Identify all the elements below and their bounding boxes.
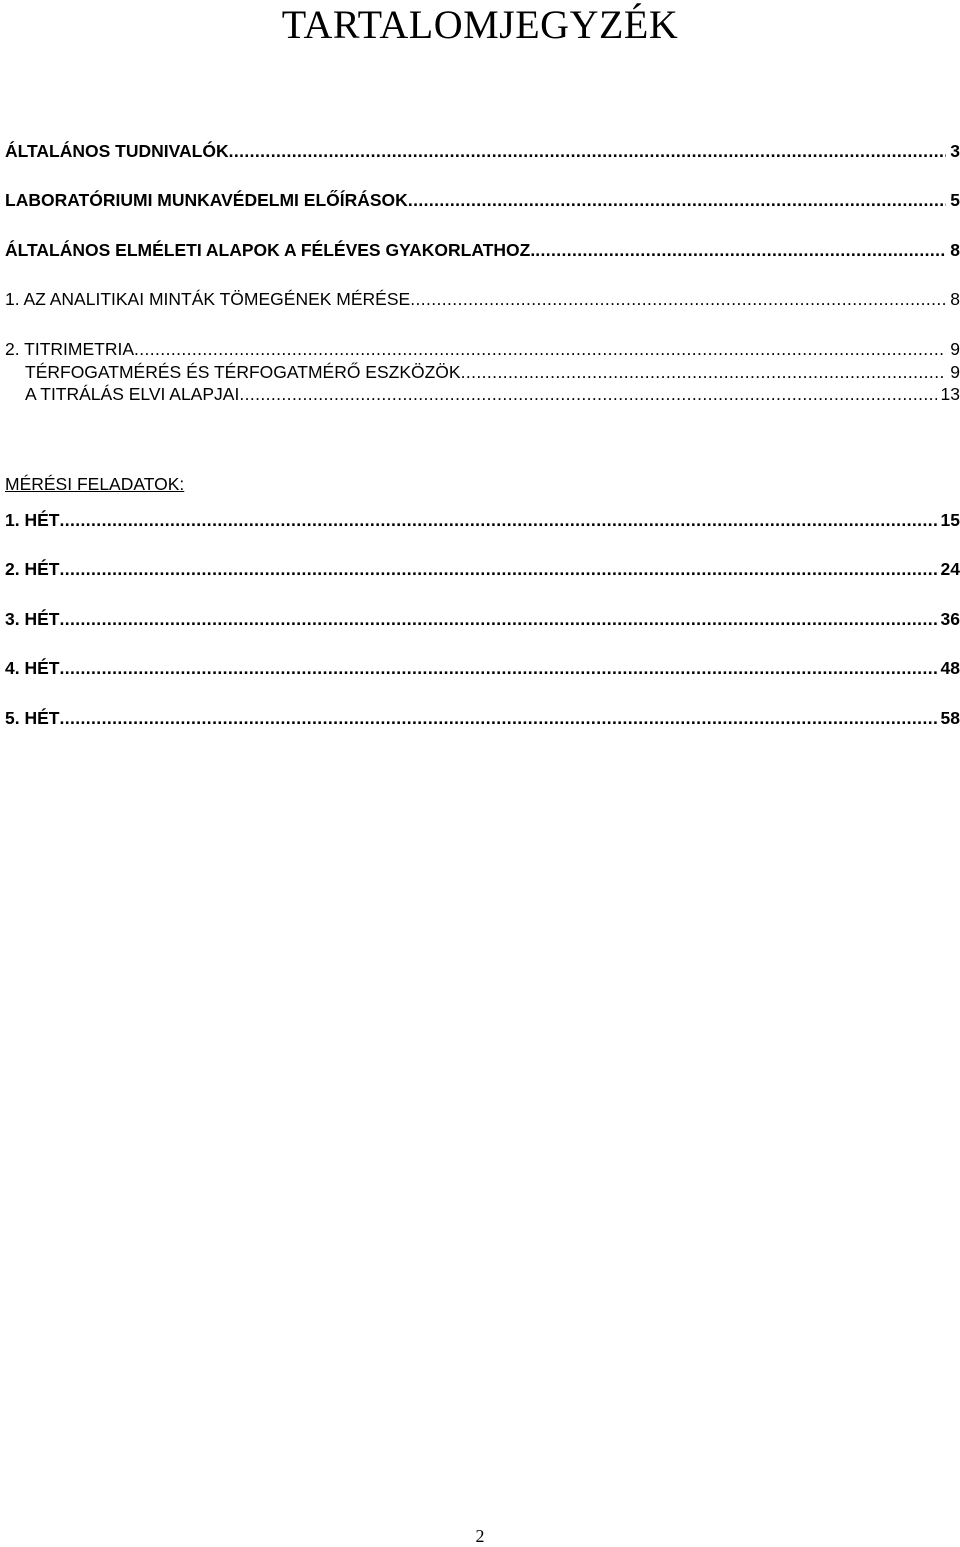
toc-entry-page: 9 [950, 339, 960, 359]
toc-entry-label: ÁLTALÁNOS TUDNIVALÓK [5, 141, 229, 161]
toc-dot-leader [239, 383, 936, 405]
toc-entry-page: 15 [940, 510, 960, 530]
toc-entry-label: 1. AZ ANALITIKAI MINTÁK TÖMEGÉNEK MÉRÉSE [5, 289, 411, 309]
toc-entry-page: 58 [940, 708, 960, 728]
toc-entry-page: 5 [950, 190, 960, 210]
toc-entry-label: 2. TITRIMETRIA [5, 339, 134, 359]
toc-entry-page: 36 [940, 609, 960, 629]
toc-entry-titration-principles[interactable] [25, 383, 960, 405]
toc-entry-label: 2. HÉT [5, 559, 60, 579]
toc-dot-leader [59, 657, 936, 679]
toc-entry-page: 48 [940, 658, 960, 678]
toc-entry-page: 8 [950, 289, 960, 309]
toc-entry-week-2[interactable] [5, 558, 960, 580]
toc-dot-leader [134, 338, 946, 360]
toc-entry-label: 3. HÉT [5, 609, 60, 629]
toc-entry-label: 5. HÉT [5, 708, 60, 728]
toc-entry-week-3[interactable] [5, 608, 960, 630]
toc-entry-page: 8 [950, 240, 960, 260]
page-number: 2 [475, 1526, 485, 1546]
toc-entry-page: 24 [940, 559, 960, 579]
toc-dot-leader [59, 509, 936, 531]
toc-dot-leader [408, 189, 946, 211]
toc-dot-leader [535, 239, 946, 261]
toc-dot-leader [410, 288, 946, 310]
toc-entry-safety-rules[interactable] [5, 189, 960, 211]
toc-dot-leader [59, 707, 936, 729]
toc-entry-mass-measurement[interactable] [5, 288, 960, 310]
toc-entry-page: 9 [950, 362, 960, 382]
toc-entry-week-4[interactable] [5, 657, 960, 679]
toc-dot-leader [229, 140, 947, 162]
section-heading-measurement-tasks: MÉRÉSI FELADATOK: [5, 474, 185, 494]
toc-entry-theory-basics[interactable] [5, 239, 960, 261]
document-title: TARTALOMJEGYZÉK [281, 2, 679, 47]
toc-entry-label: ÁLTALÁNOS ELMÉLETI ALAPOK A FÉLÉVES GYAKORLATHOZ. [5, 240, 536, 260]
toc-entry-titrimetry[interactable] [5, 338, 960, 360]
toc-entry-page: 13 [940, 384, 960, 404]
toc-entry-label: LABORATÓRIUMI MUNKAVÉDELMI ELŐÍRÁSOK [5, 190, 408, 210]
toc-entry-label: A TITRÁLÁS ELVI ALAPJAI [25, 384, 240, 404]
toc-entry-label: TÉRFOGATMÉRÉS ÉS TÉRFOGATMÉRŐ ESZKÖZÖK [25, 362, 461, 382]
toc-entry-page: 3 [950, 141, 960, 161]
toc-entry-label: 1. HÉT [5, 510, 60, 530]
toc-entry-volumetric-tools[interactable] [25, 361, 960, 383]
toc-dot-leader [59, 558, 936, 580]
toc-dot-leader [59, 608, 936, 630]
toc-entry-general-info[interactable] [5, 140, 960, 162]
toc-entry-week-1[interactable] [5, 509, 960, 531]
toc-entry-label: 4. HÉT [5, 658, 60, 678]
toc-entry-week-5[interactable] [5, 707, 960, 729]
toc-dot-leader [461, 361, 947, 383]
